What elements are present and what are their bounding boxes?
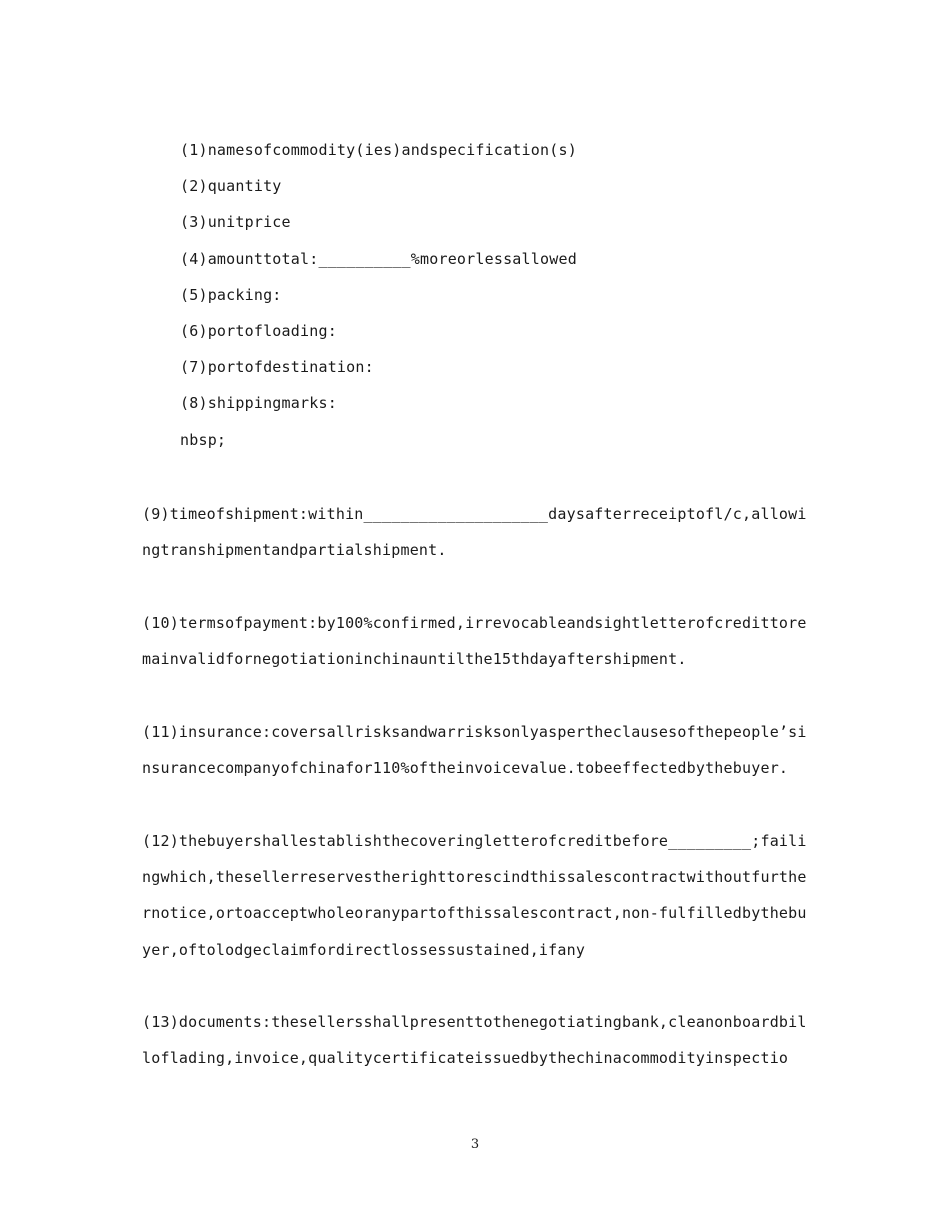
list-item: (7)portofdestination:	[180, 358, 374, 377]
clause-insurance: (11)insurance:coversallrisksandwarrisksonlyaspertheclausesofthepeople’sinsurancecompanyofchinafor110%oftheinvoicevalue.tobeeffectedbythebuyer.	[142, 722, 807, 778]
list-item: (4)amounttotal:__________%moreorlessallowed	[180, 249, 577, 268]
clause-letter-of-credit: (12)thebuyershallestablishthecoveringletterofcreditbefore_________;failingwhich,thesellerreservestherighttorescindthissalescontractwithoutfurthernotice,ortoacceptwholeoranypartofthissalescontract,non-fulfilledbythebuyer,oftolodgeclaimfordirectlossessustained,ifany	[142, 831, 807, 959]
list-item: (5)packing:	[180, 285, 282, 304]
clause-documents: (13)documents:thesellersshallpresenttothenegotiatingbank,cleanonboardbilloflading,invoice,qualitycertificateissuedbythechinacommodityinspectio	[142, 1013, 807, 1068]
page-number: 3	[470, 1137, 480, 1152]
list-item: nbsp;	[180, 430, 227, 449]
list-item: (6)portofloading:	[180, 321, 337, 340]
list-item: (2)quantity	[180, 177, 282, 196]
list-item: (3)unitprice	[180, 213, 291, 232]
clause-terms-of-payment: (10)termsofpayment:by100%confirmed,irrevocableandsightletterofcredittoremainvalidfornegotiationinchinauntilthe15thdayaftershipment.	[142, 613, 807, 669]
contract-terms-body	[142, 496, 808, 1113]
list-item: (8)shippingmarks:	[180, 394, 337, 413]
clause-time-of-shipment: (9)timeofshipment:within____________________daysafterreceiptofl/c,allowingtranshipmentandpartialshipment.	[142, 505, 807, 560]
contract-item-list	[180, 132, 820, 458]
list-item: (1)namesofcommodity(ies)andspecification(s)	[180, 141, 577, 159]
